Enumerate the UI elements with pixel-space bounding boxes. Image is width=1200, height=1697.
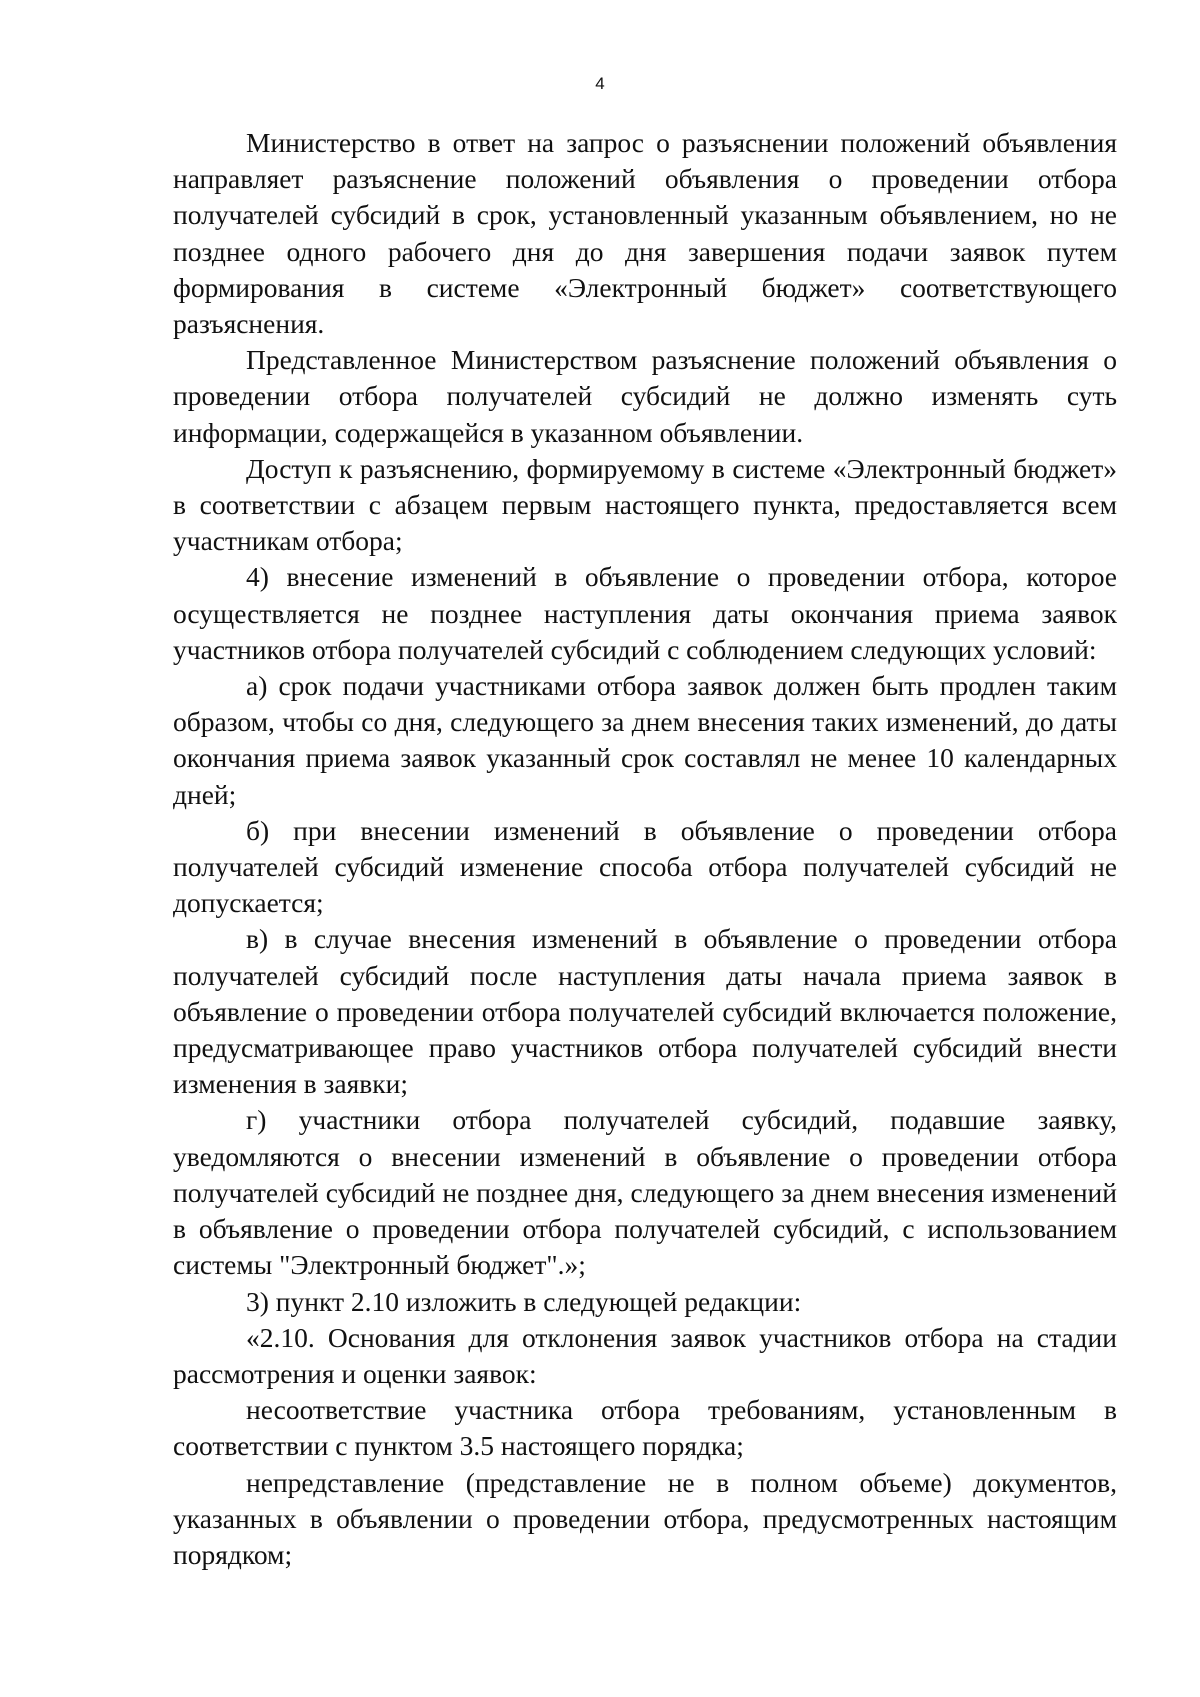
paragraph-subitem-a: а) срок подачи участниками отбора заявок должен быть продлен таким образом, чтобы со дня, следующего за днем внесения таких изменений, до даты окончания приема заявок указанный срок составлял не менее 10 календарных дней; [173, 670, 1117, 810]
paragraph-clarification-content: Представленное Министерством разъяснение положений объявления о проведении отбора получателей субсидий не должно изменять суть информации, содержащейся в указанном объявлении. [173, 344, 1117, 448]
paragraph-reason-missing-documents: непредставление (представление не в полном объеме) документов, указанных в объявлении о проведении отбора, предусмотренных настоящим порядком; [173, 1466, 1117, 1570]
paragraph-item-4-changes: 4) внесение изменений в объявление о проведении отбора, которое осуществляется не позднее наступления даты окончания приема заявок участников отбора получателей субсидий с соблюдением следующих условий: [173, 561, 1117, 665]
paragraph-2-10-heading: «2.10. Основания для отклонения заявок участников отбора на стадии рассмотрения и оценки заявок: [173, 1321, 1117, 1389]
paragraph-subitem-b: б) при внесении изменений в объявление о проведении отбора получателей субсидий изменение способа отбора получателей субсидий не допускается; [173, 814, 1117, 919]
paragraph-ministry-response: Министерство в ответ на запрос о разъяснении положений объявления направляет разъяснение положений объявления о проведении отбора получателей субсидий в срок, установленный указанным объявлением, но не позднее одного рабочего дня до дня завершения подачи заявок путем формирования в системе «Электронный бюджет» соответствующего разъяснения. [173, 127, 1117, 340]
paragraph-reason-noncompliance: несоответствие участника отбора требованиям, установленным в соответствии с пунктом 3.5 настоящего порядка; [173, 1394, 1117, 1462]
document-body [173, 125, 1117, 1573]
paragraph-item-3-point-2-10: 3) пункт 2.10 изложить в следующей редакции: [246, 1285, 802, 1317]
paragraph-subitem-g: г) участники отбора получателей субсидий, подавшие заявку, уведомляются о внесении изменений в объявление о проведении отбора получателей субсидий не позднее дня, следующего за днем внесения изменений в объявление о проведении отбора получателей субсидий, с использованием системы "Электронный бюджет".»; [173, 1104, 1117, 1281]
paragraph-clarification-access: Доступ к разъяснению, формируемому в системе «Электронный бюджет» в соответствии с абзацем первым настоящего пункта, предоставляется всем участникам отбора; [173, 452, 1117, 557]
page-number: 4 [595, 74, 605, 93]
paragraph-subitem-v: в) в случае внесения изменений в объявление о проведении отбора получателей субсидий после наступления даты начала приема заявок в объявление о проведении отбора получателей субсидий включается положение, предусматривающее право участников отбора получателей субсидий внести изменения в заявки; [173, 923, 1117, 1100]
